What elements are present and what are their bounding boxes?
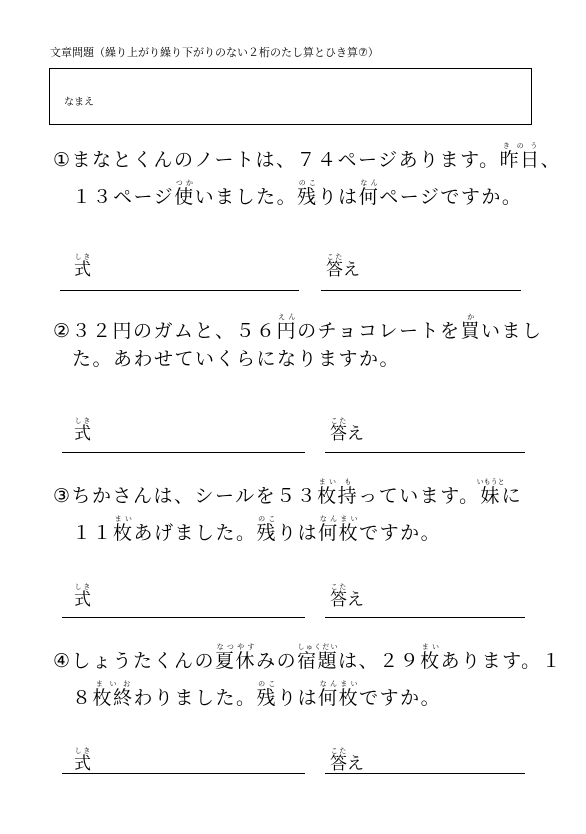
question-text: １３ページ: [72, 186, 175, 208]
question-text: りは: [277, 687, 319, 709]
question-text: あげました。: [133, 522, 257, 544]
kanji-with-furigana: 妹いもうと: [476, 478, 505, 507]
formula-line[interactable]: [62, 773, 305, 774]
question-text: っています。: [358, 485, 480, 507]
formula-line[interactable]: [60, 290, 299, 291]
question-4-line-1: [53, 643, 562, 671]
name-label: なまえ: [64, 97, 94, 108]
formula-label: 式しき: [74, 253, 91, 280]
formula-label: 式しき: [74, 417, 91, 444]
question-text: いまし: [481, 320, 543, 342]
question-text: いました。: [194, 186, 298, 208]
question-text: １１: [72, 522, 114, 544]
question-1-line-2: [72, 179, 522, 207]
kanji-with-furigana: 昨日きのう: [499, 142, 541, 171]
formula-label: 式しき: [74, 583, 91, 610]
question-3-line-1: [53, 478, 522, 506]
question-1-line-1: [53, 142, 561, 170]
kanji-with-furigana: 枚まい: [317, 478, 338, 507]
question-text: あります。１: [440, 650, 563, 672]
question-text: りは: [277, 522, 319, 544]
answer-label: 答こたえ: [326, 253, 360, 280]
kanji-with-furigana: 枚まい: [113, 515, 134, 544]
kanji-with-furigana: 宿題しゅくだい: [297, 643, 339, 672]
kanji-with-furigana: 残のこ: [256, 515, 278, 544]
question-text: ですか。: [359, 522, 442, 544]
question-text: みの: [256, 650, 298, 672]
question-text: りは: [317, 186, 359, 208]
kanji-with-furigana: 使つか: [174, 179, 195, 208]
kanji-with-furigana: 円えん: [276, 313, 298, 342]
formula-label: 式しき: [74, 747, 91, 774]
formula-line[interactable]: [62, 617, 305, 618]
answer-label: 答こたえ: [330, 417, 364, 444]
question-text: 、: [540, 149, 562, 171]
kanji-with-furigana: 何なん: [358, 179, 380, 208]
answer-line[interactable]: [325, 773, 525, 774]
question-text: た。あわせていくらになりますか。: [72, 348, 401, 370]
answer-label: 答こたえ: [330, 747, 364, 774]
answer-line[interactable]: [321, 290, 521, 291]
kanji-with-furigana: 残のこ: [297, 179, 318, 208]
kanji-with-furigana: 持も: [337, 478, 359, 507]
question-2-line-1: [53, 313, 543, 341]
formula-line[interactable]: [62, 452, 305, 453]
kanji-with-furigana: 何枚なんまい: [318, 515, 360, 544]
kanji-with-furigana: 枚まい: [420, 643, 441, 672]
question-text: わりました。: [133, 687, 257, 709]
name-box[interactable]: [49, 68, 532, 125]
question-2-line-2: [72, 350, 400, 369]
question-4-line-2: [72, 680, 441, 708]
kanji-with-furigana: 何枚なんまい: [318, 680, 360, 709]
kanji-with-furigana: 夏休なつやす: [215, 643, 257, 672]
question-text: は、２９: [338, 650, 421, 672]
kanji-with-furigana: 残のこ: [256, 680, 278, 709]
worksheet-title: 文章問題（繰り上がり繰り下がりのない２桁のたし算とひき算⑦）: [50, 46, 379, 59]
question-text: に: [501, 485, 523, 507]
question-text: のチョコレートを: [297, 320, 461, 342]
question-text: ②３２円のガムと、５６: [53, 320, 277, 342]
question-text: ④しょうたくんの: [53, 650, 216, 672]
question-text: ですか。: [359, 687, 442, 709]
kanji-with-furigana: 枚終まいお: [92, 680, 134, 709]
question-text: ①まなとくんのノートは、７４ページあります。: [53, 149, 500, 171]
answer-line[interactable]: [325, 617, 525, 618]
question-3-line-2: [72, 515, 441, 543]
answer-label: 答こたえ: [330, 583, 364, 610]
answer-line[interactable]: [325, 452, 525, 453]
kanji-with-furigana: 買か: [460, 313, 482, 342]
question-text: ８: [72, 687, 93, 709]
question-text: ページですか。: [379, 186, 523, 208]
question-text: ③ちかさんは、シールを５３: [53, 485, 318, 507]
